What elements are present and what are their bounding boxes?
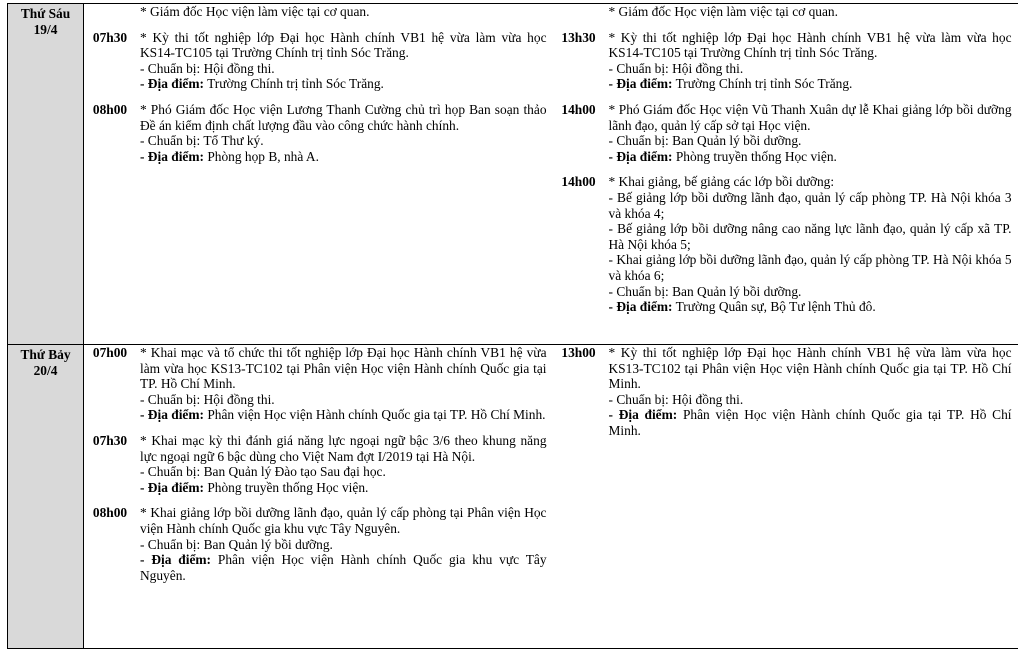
day-row — [8, 345, 1018, 649]
day-name: Thứ Bảy — [20, 347, 71, 362]
location-label: - Địa điểm: — [140, 76, 204, 92]
day-name: Thứ Sáu — [20, 6, 71, 21]
slot-details — [605, 4, 1018, 20]
detail-line: * Kỳ thi tốt nghiệp lớp Đại học Hành chính VB1 hệ vừa làm vừa học KS14-TC105 tại Trường Chính trị tỉnh Sóc Trăng. — [140, 29, 547, 61]
schedule-item — [553, 102, 1018, 164]
slot-details — [136, 505, 553, 583]
detail-line: * Phó Giám đốc Học viện Vũ Thanh Xuân dự lễ Khai giảng lớp bồi dưỡng lãnh đạo, quản lý cấp sở tại Học viện. — [608, 101, 1012, 133]
location-value: Trường Quân sự, Bộ Tư lệnh Thủ đô. — [672, 299, 876, 315]
location-line — [140, 552, 547, 583]
location-label: - Địa điểm: — [140, 407, 204, 423]
schedule-body — [8, 4, 1018, 649]
slot-details — [136, 433, 553, 495]
location-value: Phân viện Học viện Hành chính Quốc gia khu vực Tây Nguyên. — [140, 552, 547, 583]
day-date: 19/4 — [33, 21, 58, 37]
slot-time: 07h30 — [92, 29, 128, 45]
schedule-item — [553, 30, 1018, 92]
detail-line: * Khai giảng, bế giảng các lớp bồi dưỡng: — [608, 174, 835, 190]
location-line — [609, 299, 1012, 315]
schedule-item — [553, 345, 1018, 439]
location-label: - Địa điểm: — [608, 407, 678, 423]
schedule-item — [84, 433, 553, 495]
schedule-item — [84, 4, 553, 20]
location-line — [609, 149, 1012, 165]
slot-time: 08h00 — [92, 505, 128, 521]
location-label: - Địa điểm: — [140, 479, 204, 495]
detail-line: - Chuẩn bị: Ban Quản lý Đào tạo Sau đại học. — [140, 464, 386, 480]
afternoon-cell — [553, 4, 1018, 345]
location-line — [140, 407, 547, 423]
location-value: Phân viện Học viện Hành chính Quốc gia tại TP. Hồ Chí Minh. — [608, 407, 1012, 438]
detail-line: - Chuẩn bị: Ban Quản lý bồi dưỡng. — [608, 283, 802, 299]
location-value: Phòng họp B, nhà A. — [203, 148, 319, 164]
afternoon-cell — [553, 345, 1018, 649]
detail-line: - Chuẩn bị: Ban Quản lý bồi dưỡng. — [140, 536, 333, 552]
location-value: Trường Chính trị tỉnh Sóc Trăng. — [203, 76, 384, 92]
day-cell — [8, 345, 84, 649]
detail-line: - Chuẩn bị: Hội đồng thi. — [140, 60, 275, 76]
location-value: Phân viện Học viện Hành chính Quốc gia tại TP. Hồ Chí Minh. — [203, 407, 546, 423]
location-label: - Địa điểm: — [140, 552, 212, 568]
slot-details — [605, 174, 1018, 314]
morning-cell — [84, 345, 553, 649]
slot-time: 08h00 — [92, 101, 128, 117]
detail-line: - Bế giảng lớp bồi dưỡng lãnh đạo, quản lý cấp phòng TP. Hà Nội khóa 3 và khóa 4; — [608, 189, 1012, 221]
slot-time: 07h30 — [92, 432, 128, 448]
slot-details — [605, 102, 1018, 164]
slot-time — [553, 4, 605, 20]
day-date: 20/4 — [33, 362, 58, 378]
schedule-item — [553, 174, 1018, 314]
location-line — [140, 76, 547, 92]
slot-time: 13h00 — [561, 345, 596, 360]
detail-line: - Chuẩn bị: Tổ Thư ký. — [140, 133, 264, 149]
detail-line: - Chuẩn bị: Hội đồng thi. — [608, 60, 744, 76]
schedule-item — [84, 345, 553, 423]
location-value: Phòng truyền thống Học viện. — [203, 479, 369, 495]
schedule-item — [84, 102, 553, 164]
schedule-item — [553, 4, 1018, 20]
slot-time: 14h00 — [561, 101, 596, 117]
detail-line: - Chuẩn bị: Ban Quản lý bồi dưỡng. — [608, 133, 802, 149]
location-value: Trường Chính trị tỉnh Sóc Trăng. — [672, 76, 853, 92]
morning-cell — [84, 4, 553, 345]
detail-line: * Kỳ thi tốt nghiệp lớp Đại học Hành chính VB1 hệ vừa làm vừa học KS13-TC102 tại Phân viện Học viện Hành chính Quốc gia tại TP. Hồ Chí Minh. — [608, 345, 1012, 392]
day-cell — [8, 4, 84, 345]
detail-line: - Chuẩn bị: Hội đồng thi. — [608, 391, 744, 407]
schedule-table — [7, 3, 1018, 649]
location-value: Phòng truyền thống Học viện. — [672, 148, 837, 164]
slot-time — [84, 4, 136, 20]
location-label: - Địa điểm: — [608, 299, 673, 315]
location-label: - Địa điểm: — [608, 148, 673, 164]
schedule-item — [84, 505, 553, 583]
location-label: - Địa điểm: — [140, 148, 204, 164]
detail-line: * Phó Giám đốc Học viện Lương Thanh Cường chủ trì họp Ban soạn thảo Đề án kiểm định chất lượng đầu vào công chức hành chính. — [140, 101, 547, 133]
detail-line: - Bế giảng lớp bồi dưỡng nâng cao năng lực lãnh đạo, quản lý cấp xã TP. Hà Nội khóa 5; — [608, 221, 1012, 252]
detail-line: - Chuẩn bị: Hội đồng thi. — [140, 391, 275, 407]
schedule-item — [84, 30, 553, 92]
slot-details — [136, 30, 553, 92]
detail-line: * Giám đốc Học viện làm việc tại cơ quan. — [608, 4, 838, 19]
slot-details — [605, 30, 1018, 92]
detail-line: * Khai mạc và tổ chức thi tốt nghiệp lớp Đại học Hành chính VB1 hệ vừa làm vừa học KS13-TC102 tại Phân viện Học viện Hành chính Quốc gia tại TP. Hồ Chí Minh. — [140, 345, 547, 392]
slot-details — [605, 345, 1018, 439]
detail-line: * Khai mạc kỳ thi đánh giá năng lực ngoại ngữ bậc 3/6 theo khung năng lực ngoại ngữ 6 bậc dùng cho Việt Nam đợt I/2019 tại Hà Nội. — [140, 432, 547, 464]
detail-line: * Kỳ thi tốt nghiệp lớp Đại học Hành chính VB1 hệ vừa làm vừa học KS14-TC105 tại Trường Chính trị tỉnh Sóc Trăng. — [608, 29, 1012, 61]
detail-line: * Khai giảng lớp bồi dưỡng lãnh đạo, quản lý cấp phòng tại Phân viện Học viện Hành chính Quốc gia khu vực Tây Nguyên. — [140, 505, 547, 536]
detail-line: * Giám đốc Học viện làm việc tại cơ quan. — [140, 4, 370, 19]
location-line — [140, 480, 547, 496]
location-line — [140, 149, 547, 165]
slot-time: 14h00 — [561, 174, 596, 190]
slot-details — [136, 345, 553, 423]
slot-time: 13h30 — [561, 29, 596, 45]
day-row — [8, 4, 1018, 345]
location-line — [609, 407, 1012, 438]
slot-details — [136, 102, 553, 164]
location-line — [609, 76, 1012, 92]
slot-details — [136, 4, 553, 20]
slot-time: 07h00 — [92, 345, 128, 360]
location-label: - Địa điểm: — [608, 76, 673, 92]
detail-line: - Khai giảng lớp bồi dưỡng lãnh đạo, quản lý cấp phòng TP. Hà Nội khóa 5 và khóa 6; — [608, 252, 1012, 283]
